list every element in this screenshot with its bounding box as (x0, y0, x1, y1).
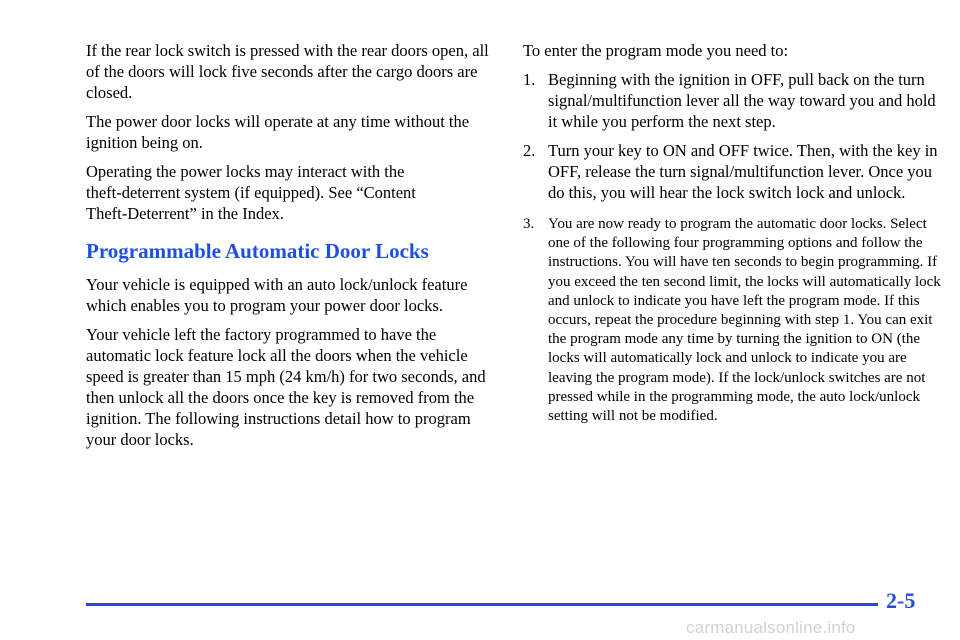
left-column (86, 40, 496, 458)
paragraph-factory-programming: Your vehicle left the factory programmed to have the automatic lock feature lock all the doors when the vehicle speed is greater than 15 mph (24 km/h) for two seconds, and then unlock all the doors once the key is removed from the ignition. The following instructions detail how to program your door locks. (86, 325, 486, 449)
step-number: 3. (523, 216, 535, 232)
step-number: 2. (523, 141, 536, 160)
right-column (523, 40, 943, 434)
program-mode-intro: To enter the program mode you need to: (523, 41, 789, 60)
step-number: 1. (523, 70, 536, 89)
step-text: You are now ready to program the automatic door locks. Select one of the following four programming options and follow the instructions. You will have ten seconds to begin programming. If you exceed the ten second limit, the locks will automatically lock and unlock to indicate you have left the program mode. If this occurs, repeat the procedure beginning with step 1. You can exit the program mode any time by turning the ignition to ON (the locks will automatically lock and unlock to indicate you are leaving the program mode). If the lock/unlock switches are not pressed while in the programming mode, the auto lock/unlock setting will not be modified. (548, 216, 941, 425)
paragraph-rear-lock-switch: If the rear lock switch is pressed with the rear doors open, all of the doors will lock five seconds after the cargo doors are closed. (86, 41, 489, 102)
list-item (523, 215, 943, 426)
list-item (523, 69, 943, 132)
step-text: Beginning with the ignition in OFF, pull back on the turn signal/multifunction lever all the way toward you and hold it while you perform the next step. (548, 70, 936, 131)
list-item (523, 140, 943, 203)
step-text: Turn your key to ON and OFF twice. Then, with the key in OFF, release the turn signal/multifunction lever. Once you do this, you will hear the lock switch lock and unlock. (548, 141, 938, 202)
program-steps-list (523, 69, 943, 426)
footer-rule (86, 603, 878, 606)
section-heading: Programmable Automatic Door Locks (86, 239, 429, 263)
paragraph-power-locks-ignition: The power door locks will operate at any time without the ignition being on. (86, 112, 470, 152)
paragraph-theft-deterrent: Operating the power locks may interact with the theft‑deterrent system (if equipped). See “Content Theft‑Deterrent” in the Index. (86, 162, 416, 223)
page-number: 2-5 (886, 588, 916, 613)
paragraph-auto-lock-feature: Your vehicle is equipped with an auto lock/unlock feature which enables you to program your power door locks. (86, 275, 468, 315)
watermark: carmanualsonline.info (686, 618, 856, 637)
